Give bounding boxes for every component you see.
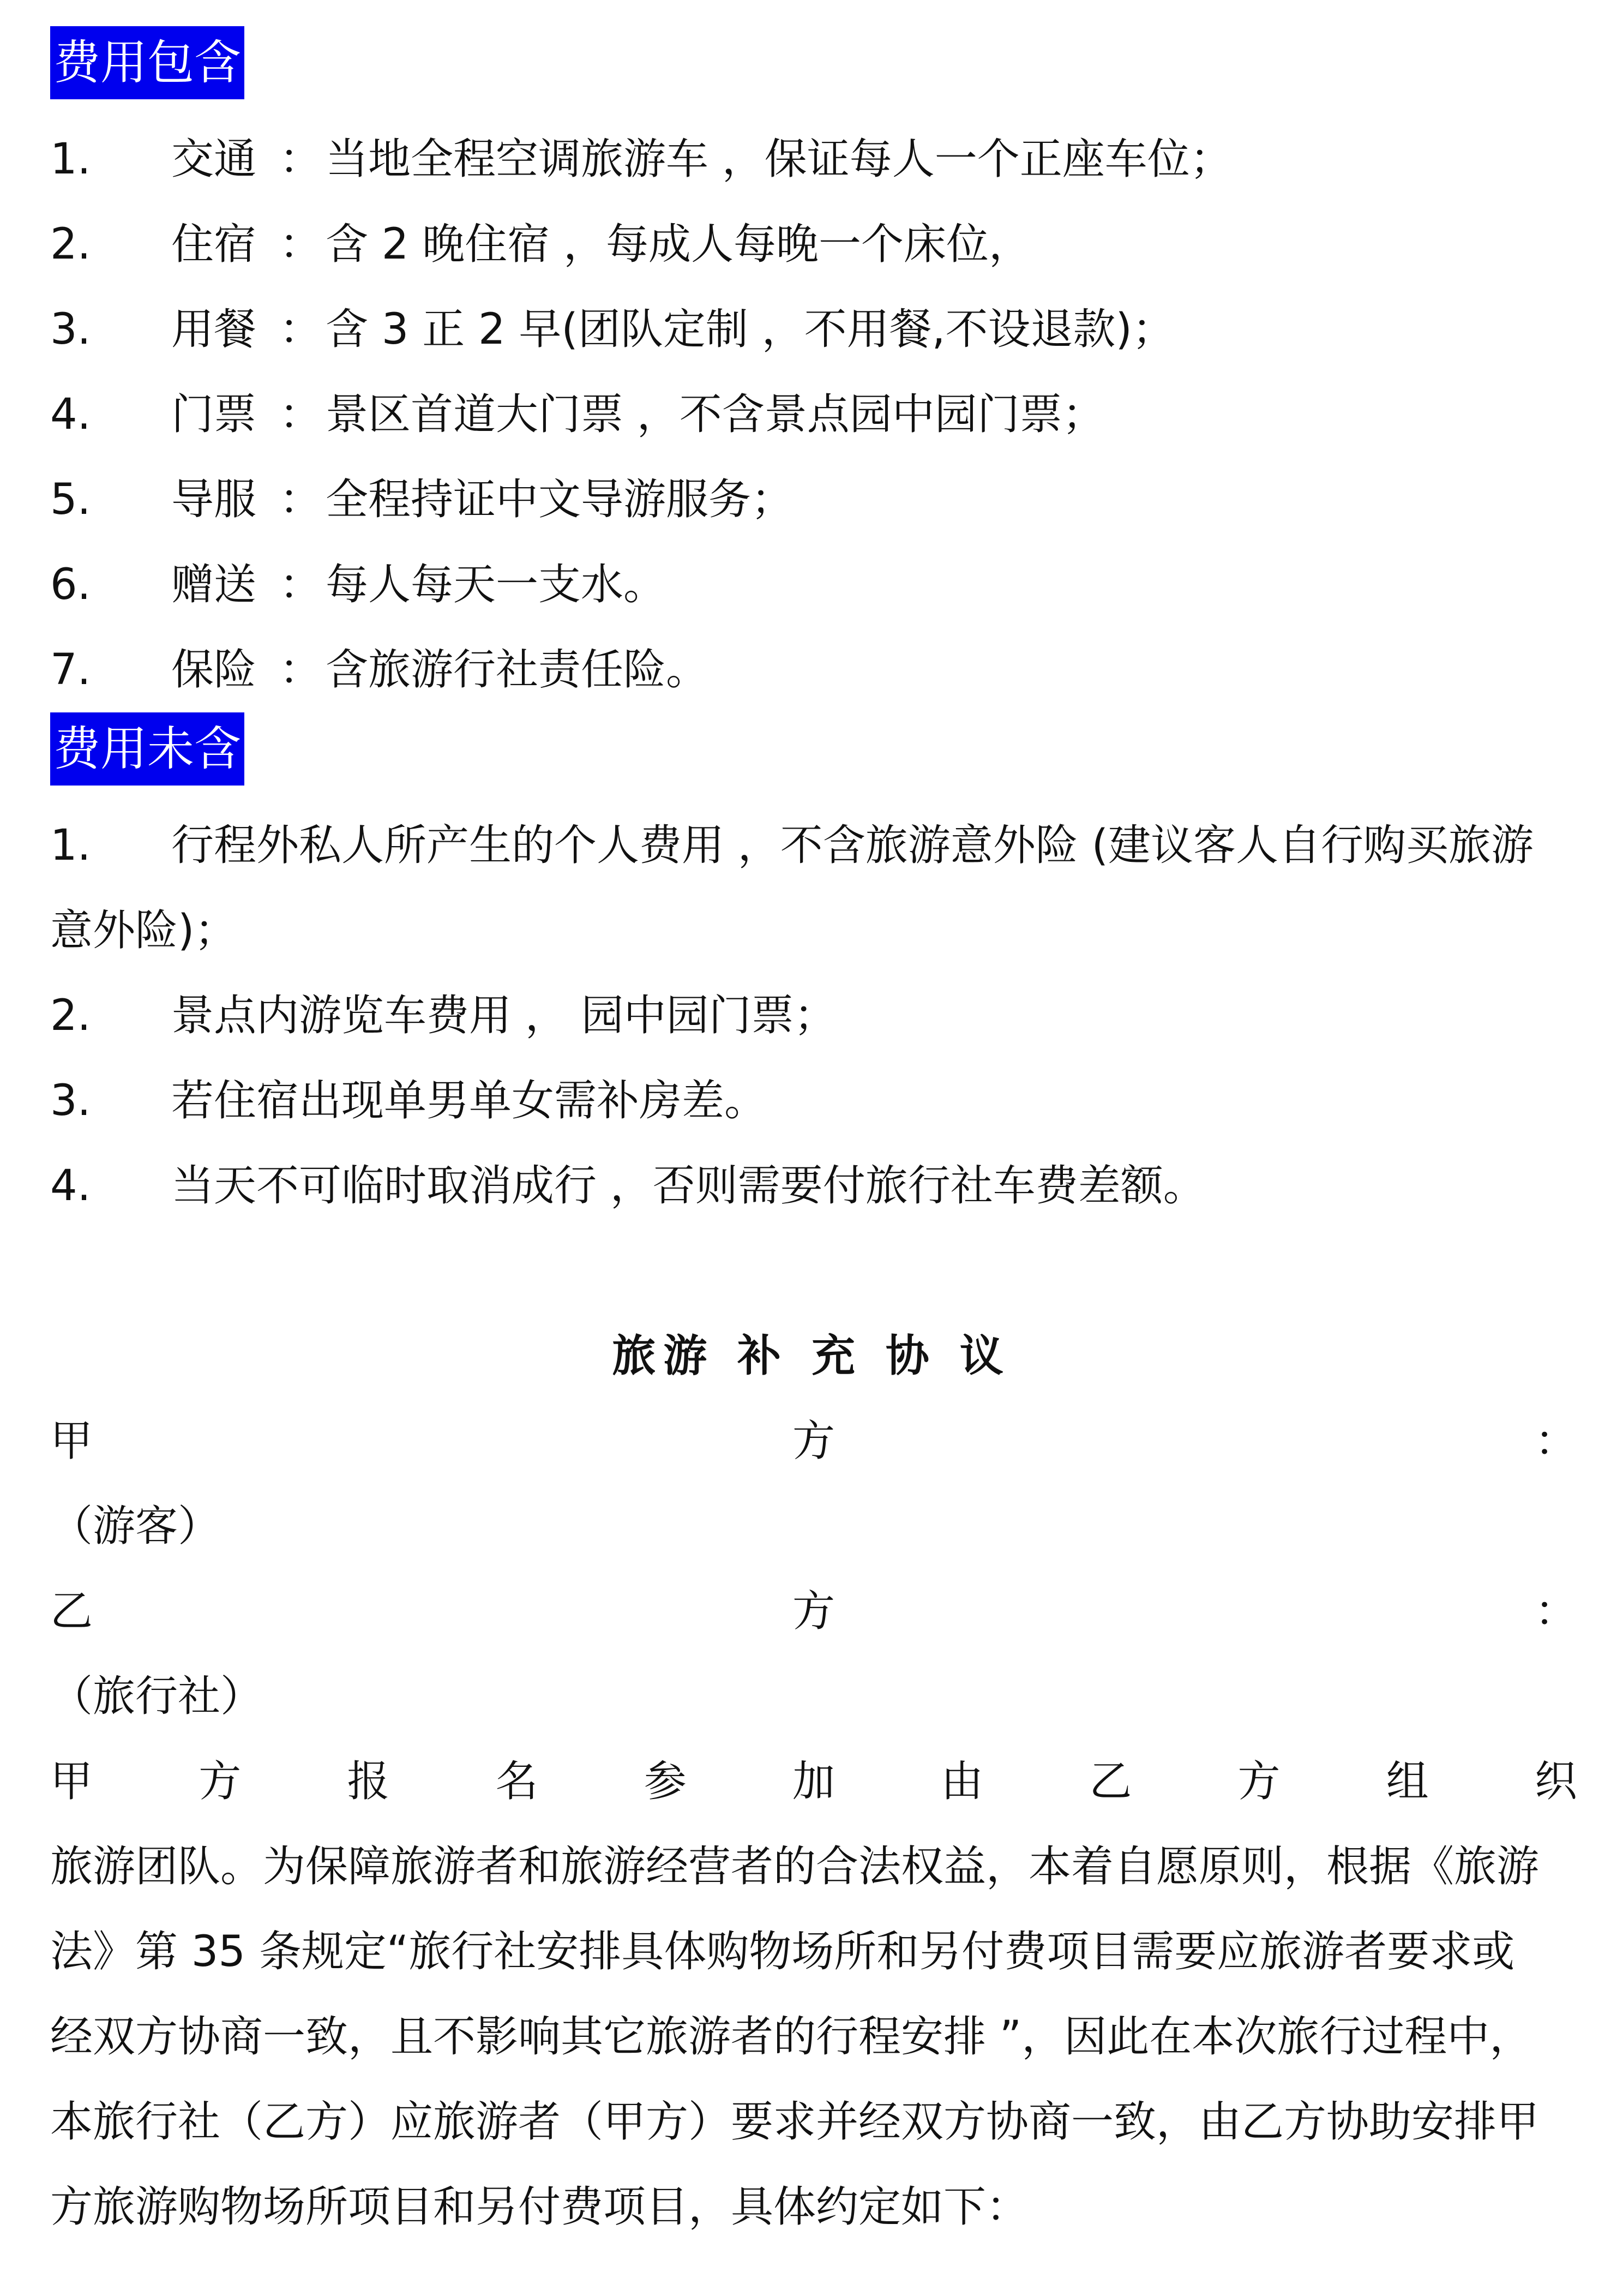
party-b-note: （旅行社） [50, 1672, 263, 1721]
item-colon: ： [279, 645, 322, 694]
item-number: 3. [50, 1076, 91, 1125]
party-a-char: 方 [792, 1417, 835, 1466]
item-number: 4. [50, 1161, 91, 1210]
body-char: 乙 [1089, 1757, 1132, 1806]
item-text: 行程外私人所产生的个人费用 ，不含旅游意外险 (建议客人自行购买旅游 [171, 821, 1534, 870]
body-char: 方 [199, 1757, 242, 1806]
item-colon: ： [279, 475, 322, 524]
item-colon: ： [279, 220, 322, 269]
party-b-colon: ： [1534, 1587, 1577, 1636]
item-number: 3. [50, 305, 91, 354]
item-text: 含 2 晚住宿 ，每成人每晚一个床位， [326, 220, 1032, 269]
item-number: 2. [50, 220, 91, 269]
item-text: 每人每天一支水。 [326, 560, 666, 609]
item-text: 若住宿出现单男单女需补房差。 [171, 1076, 767, 1125]
item-number: 4. [50, 390, 91, 439]
party-b-line [50, 1569, 1577, 1654]
item-number: 1. [50, 135, 91, 184]
item-label: 用餐 [171, 305, 257, 354]
item-text: 含旅游行社责任险。 [326, 645, 709, 694]
party-a-line [50, 1399, 1577, 1484]
body-char: 织 [1534, 1757, 1577, 1806]
body-char: 报 [347, 1757, 390, 1806]
fee-included-heading: 费用包含 [50, 26, 244, 99]
body-char: 甲 [50, 1757, 93, 1806]
body-char: 由 [941, 1757, 984, 1806]
body-text: 方旅游购物场所项目和另付费项目，具体约定如下： [50, 2183, 1029, 2232]
agreement-body-first-line [50, 1739, 1577, 1824]
party-a-colon: ： [1534, 1417, 1577, 1466]
item-label: 保险 [171, 645, 257, 694]
item-number: 5. [50, 475, 91, 524]
body-char: 名 [495, 1757, 538, 1806]
body-text: 旅游团队。为保障旅游者和旅游经营者的合法权益，本着自愿原则，根据《旅游 [50, 1842, 1540, 1891]
item-label: 赠送 [171, 560, 257, 609]
body-text: 经双方协商一致，且不影响其它旅游者的行程安排 ”，因此在本次旅行过程中， [50, 2012, 1532, 2061]
body-text: 本旅行社（乙方）应旅游者（甲方）要求并经双方协商一致，由乙方协助安排甲 [50, 2097, 1540, 2147]
item-colon: ： [279, 390, 322, 439]
item-colon: ： [279, 305, 322, 354]
item-label: 导服 [171, 475, 257, 524]
item-text: 景区首道大门票 ，不含景点园中园门票； [326, 390, 1105, 439]
party-b-char: 方 [792, 1587, 835, 1636]
item-label: 门票 [171, 390, 257, 439]
item-colon: ： [279, 135, 322, 184]
fee-excluded-heading: 费用未含 [50, 712, 244, 786]
item-text: 景点内游览车费用 ， 园中园门票； [171, 991, 837, 1040]
item-colon: ： [279, 560, 322, 609]
party-b-char: 乙 [50, 1587, 93, 1636]
item-number: 1. [50, 821, 91, 870]
item-text: 含 3 正 2 早(团队定制 ，不用餐,不设退款)； [326, 305, 1175, 354]
item-number: 6. [50, 560, 91, 609]
item-text: 意外险)； [50, 906, 237, 955]
item-label: 交通 [171, 135, 257, 184]
item-label: 住宿 [171, 220, 257, 269]
body-char: 参 [644, 1757, 687, 1806]
item-number: 7. [50, 645, 91, 694]
agreement-title: 旅游 补 充 协 议 [612, 1330, 1011, 1381]
party-a-note: （游客） [50, 1502, 221, 1551]
body-char: 方 [1237, 1757, 1281, 1806]
item-number: 2. [50, 991, 91, 1040]
item-text: 全程持证中文导游服务； [326, 475, 794, 524]
body-char: 加 [792, 1757, 835, 1806]
body-text: 法》第 35 条规定“旅行社安排具体购物场所和另付费项目需要应旅游者要求或 [50, 1927, 1515, 1976]
body-char: 组 [1386, 1757, 1429, 1806]
item-text: 当天不可临时取消成行 ，否则需要付旅行社车费差额。 [171, 1161, 1206, 1210]
item-text: 当地全程空调旅游车 ，保证每人一个正座车位； [326, 135, 1233, 184]
party-a-char: 甲 [50, 1417, 93, 1466]
